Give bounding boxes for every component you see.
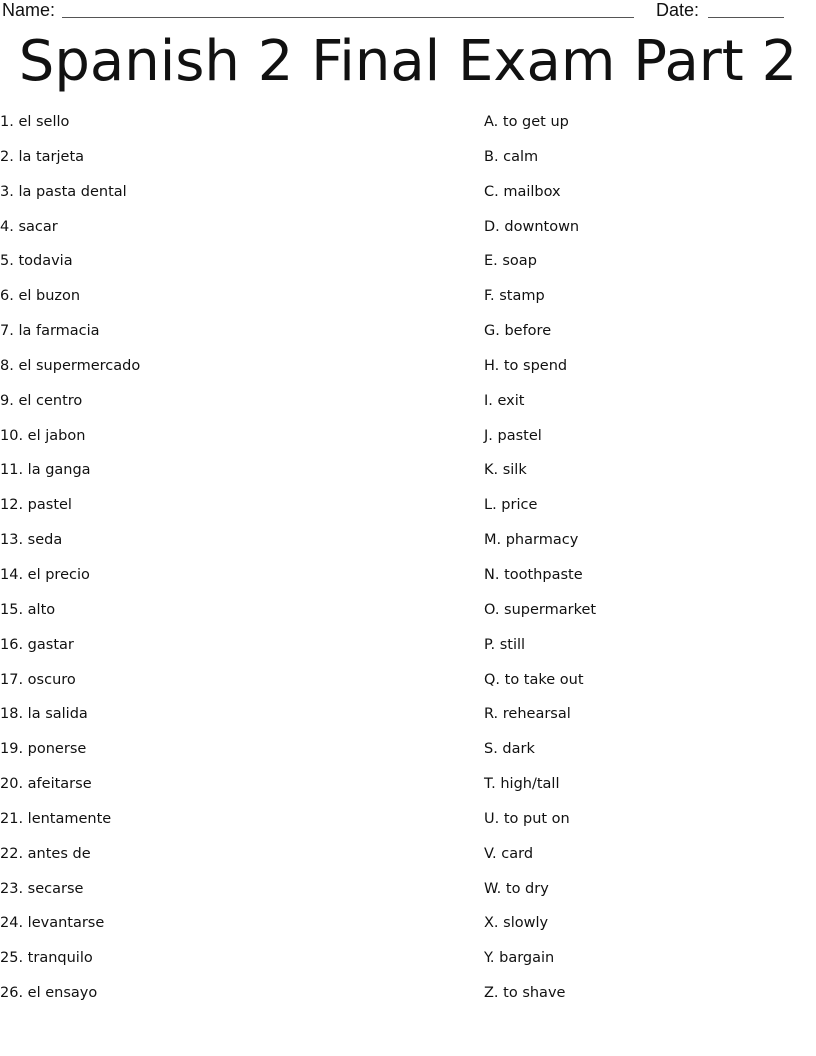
definition-item: W. to dry: [484, 880, 549, 897]
term-item: 2. la tarjeta: [0, 148, 85, 165]
definition-item: R. rehearsal: [484, 706, 571, 723]
definition-item: D. downtown: [484, 218, 580, 235]
term-item: 26. el ensayo: [0, 985, 98, 1002]
term-item: 10. el jabon: [0, 427, 86, 444]
definition-item: B. calm: [484, 148, 539, 165]
term-item: 17. oscuro: [0, 671, 76, 688]
term-item: 21. lentamente: [0, 810, 112, 827]
term-item: 12. pastel: [0, 497, 72, 514]
definition-item: P. still: [484, 636, 526, 653]
term-item: 23. secarse: [0, 880, 84, 897]
definitions-list: [484, 112, 596, 1018]
name-blank-line[interactable]: [62, 17, 634, 18]
definition-item: V. card: [484, 845, 534, 862]
term-item: 6. el buzon: [0, 288, 81, 305]
definition-item: X. slowly: [484, 915, 549, 932]
definition-item: E. soap: [484, 253, 537, 270]
definition-item: L. price: [484, 497, 538, 514]
name-label: Name:: [2, 0, 56, 20]
term-item: 24. levantarse: [0, 915, 105, 932]
term-item: 13. seda: [0, 532, 63, 549]
term-item: 20. afeitarse: [0, 776, 92, 793]
definition-item: J. pastel: [484, 427, 542, 444]
term-item: 14. el precio: [0, 566, 90, 583]
term-item: 8. el supermercado: [0, 357, 141, 374]
definition-item: Q. to take out: [484, 671, 584, 688]
term-item: 4. sacar: [0, 218, 58, 235]
term-item: 11. la ganga: [0, 462, 91, 479]
header-row: [0, 0, 816, 24]
definition-item: N. toothpaste: [484, 566, 583, 583]
definition-item: C. mailbox: [484, 183, 561, 200]
terms-list: [0, 112, 140, 1018]
term-item: 25. tranquilo: [0, 950, 93, 967]
date-label: Date:: [656, 0, 700, 20]
definition-item: M. pharmacy: [484, 532, 579, 549]
definition-item: Y. bargain: [484, 950, 555, 967]
definition-item: T. high/tall: [484, 776, 560, 793]
term-item: 7. la farmacia: [0, 323, 100, 340]
term-item: 18. la salida: [0, 706, 88, 723]
date-blank-line[interactable]: [708, 17, 784, 18]
definition-item: S. dark: [484, 741, 535, 758]
definition-item: G. before: [484, 323, 552, 340]
term-item: 19. ponerse: [0, 741, 87, 758]
term-item: 3. la pasta dental: [0, 183, 127, 200]
definition-item: O. supermarket: [484, 601, 597, 618]
page-title: Spanish 2 Final Exam Part 2: [18, 29, 798, 94]
definition-item: U. to put on: [484, 810, 570, 827]
definition-item: H. to spend: [484, 357, 568, 374]
definition-item: K. silk: [484, 462, 527, 479]
term-item: 22. antes de: [0, 845, 91, 862]
term-item: 15. alto: [0, 601, 56, 618]
definition-item: Z. to shave: [484, 985, 566, 1002]
term-item: 16. gastar: [0, 636, 74, 653]
definition-item: I. exit: [484, 392, 525, 409]
term-item: 5. todavia: [0, 253, 73, 270]
definition-item: F. stamp: [484, 288, 545, 305]
term-item: 1. el sello: [0, 114, 70, 130]
term-item: 9. el centro: [0, 392, 83, 409]
definition-item: A. to get up: [484, 114, 569, 130]
